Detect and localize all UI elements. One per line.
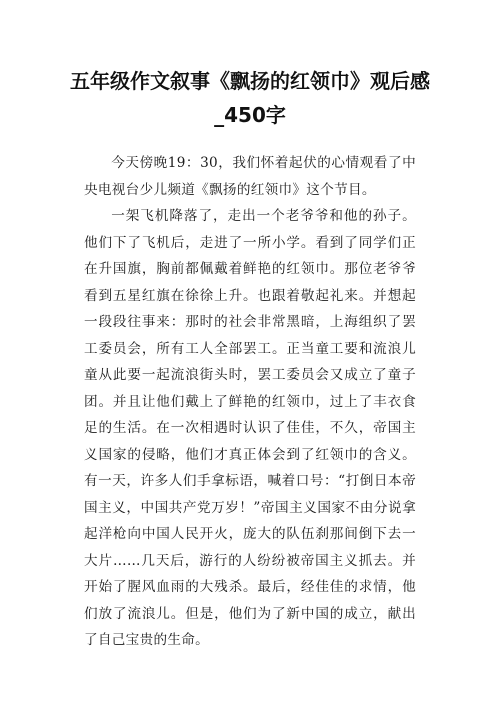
- document-title: 五年级作文叙事《飘扬的红领巾》观后感_450字: [70, 69, 430, 127]
- paragraph-1: 今天傍晚19：30，我们怀着起伏的心情观看了中央电视台少儿频道《飘扬的红领巾》这个节目。: [84, 155, 416, 198]
- document-body: [84, 150, 416, 654]
- paragraph-2: 一架飞机降落了，走出一个老爷爷和他的孙子。他们下了飞机后，走进了一所小学。看到了同学们正在升国旗，胸前都佩戴着鲜艳的红领巾。那位老爷爷看到五星红旗在徐徐上升。也跟着敬起礼来。并想起一段段往事来：那时的社会非常黑暗，上海组织了罢工委员会，所有工人全部罢工。正当童工要和流浪儿童从此要一起流浪街头时，罢工委员会又成立了童子团。并且让他们戴上了鲜艳的红领巾，过上了丰衣食足的生活。在一次相遇时认识了佳佳，不久，帝国主义国家的侵略，他们才真正体会到了红领巾的含义。有一天，许多人们手拿标语，喊着口号：“打倒日本帝国主义，中国共产党万岁！”帝国主义国家不由分说拿起洋枪向中国人民开火，庞大的队伍刹那间倒下去一大片……几天后，游行的人纷纷被帝国主义抓去。并开始了腥风血雨的大残杀。最后，经佳佳的求情，他们放了流浪儿。但是，他们为了新中国的成立，献出了自己宝贵的生命。: [84, 208, 416, 648]
